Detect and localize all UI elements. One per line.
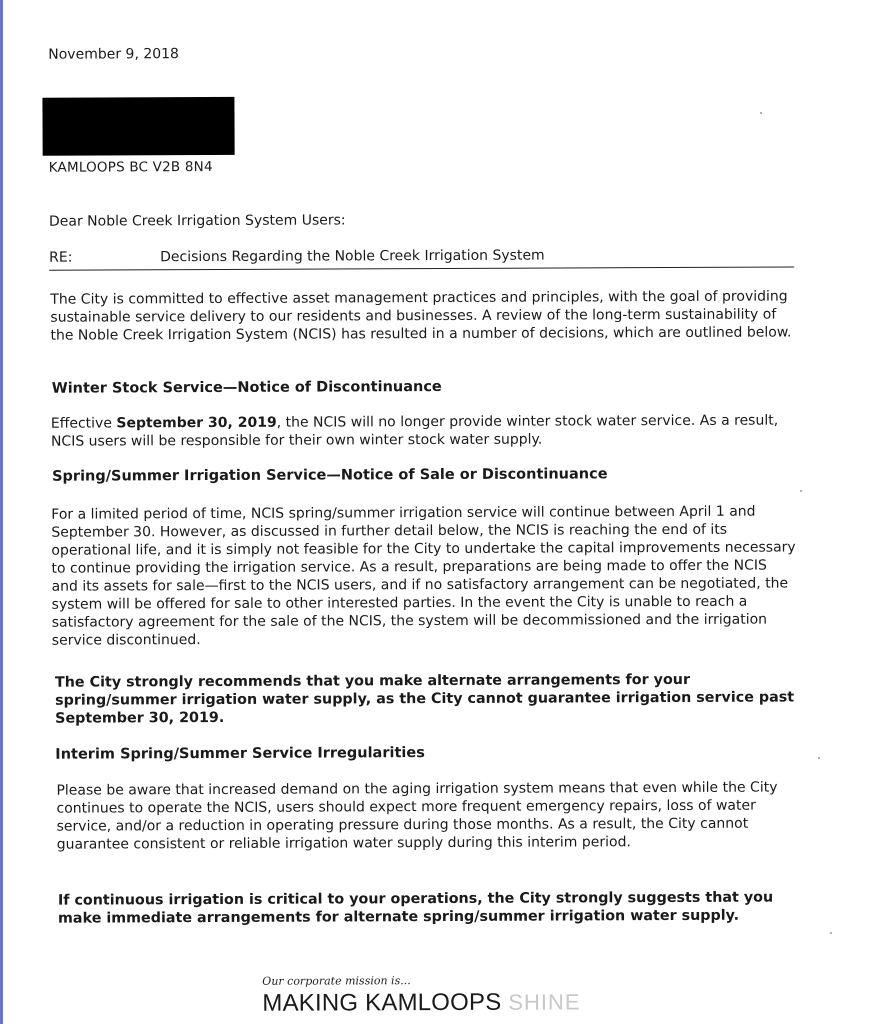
corporate-mission-label: Our corporate mission is... (262, 974, 411, 988)
winter-effective-date: September 30, 2019 (116, 414, 277, 432)
winter-heading: Winter Stock Service—Notice of Discontinuance (51, 379, 442, 397)
brand-accent-text: SHINE (508, 989, 581, 1015)
interim-paragraph: Please be aware that increased demand on the aging irrigation system means that even while the City continues to operate the NCIS, users should expect more frequent emergency repairs, loss of water service, and/or a reduction in operating pressure during those months. As a result, the City cannot guarantee consistent or reliable irrigation water supply during this interim period. (56, 779, 778, 853)
spring-heading: Spring/Summer Irrigation Service—Notice of Sale or Discontinuance (52, 466, 608, 485)
subject-line (49, 246, 794, 270)
subject-label: RE: (49, 249, 73, 266)
brand-logo (262, 988, 580, 1017)
interim-heading: Interim Spring/Summer Service Irregularities (55, 745, 425, 763)
spring-paragraph: For a limited period of time, NCIS spring/summer irrigation service will continue between April 1 and September 30. However, as discussed in further detail below, the NCIS is reaching the end of its operational life, and it is simply not feasible for the City to undertake the capital improvements necessary to continue providing the irrigation service. As a result, preparations are being made to offer the NCIS and its assets for sale—first to the NCIS users, and if no satisfactory arrangement can be negotiated, the system will be offered for sale to other interested parties. In the event the City is unable to reach a satisfactory agreement for the sale of the NCIS, the system will be decommissioned and the irrigation service discontinued. (51, 503, 796, 649)
scan-speck (800, 490, 802, 492)
letter-date: November 9, 2018 (48, 46, 179, 63)
intro-paragraph: The City is committed to effective asset management practices and principles, with the goal of providing sustainable service delivery to our residents and businesses. A review of the long-term sustainability of the Noble Creek Irrigation System (NCIS) has resulted in a number of decisions, which are outlined below. (50, 288, 792, 344)
scan-speck (818, 757, 820, 759)
recipient-address: KAMLOOPS BC V2B 8N4 (48, 158, 213, 176)
spring-recommendation: The City strongly recommends that you make alternate arrangements for your spring/summer irrigation water supply, as the City cannot guarantee irrigation service past September 30, 2019. (54, 671, 795, 727)
interim-suggestion: If continuous irrigation is critical to your operations, the City strongly suggests that you make immediate arrangements for alternate spring/summer irrigation water supply. (57, 889, 774, 927)
subject-text: Decisions Regarding the Noble Creek Irrigation System (160, 247, 545, 266)
footer-branding (262, 973, 580, 1017)
winter-text-before: Effective (50, 415, 117, 432)
scan-speck (760, 112, 762, 114)
winter-paragraph (51, 411, 796, 450)
brand-main-text: MAKING KAMLOOPS (262, 988, 509, 1017)
winter-text-after: , the NCIS will no longer provide winter stock water service. As a result, NCIS users will be responsible for their own winter stock water supply. (50, 412, 779, 450)
redacted-recipient-block (42, 97, 234, 156)
scan-speck (830, 932, 832, 934)
salutation: Dear Noble Creek Irrigation System Users: (48, 212, 346, 230)
